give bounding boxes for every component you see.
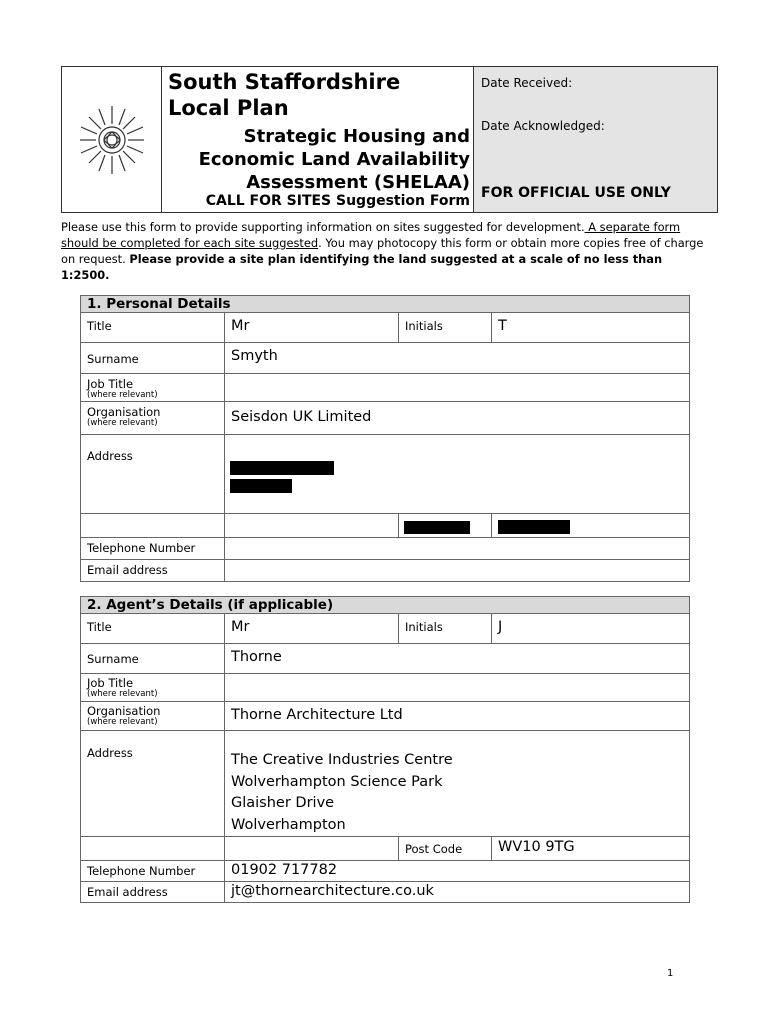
agent-surname-label: Surname xyxy=(81,644,225,674)
agent-title-field[interactable]: Mr xyxy=(225,614,399,644)
surname-field[interactable]: Smyth xyxy=(225,343,690,374)
organisation-text: Organisation xyxy=(87,405,161,419)
intro-text-2: . You may photocopy this form or obtain more copies free of charge on request. xyxy=(61,236,704,266)
intro-underlined: A separate form should be completed for each site suggested xyxy=(61,220,681,250)
job-title-field[interactable] xyxy=(225,374,690,402)
organisation-label xyxy=(81,402,225,435)
plan-title xyxy=(168,69,400,121)
agent-details-table xyxy=(80,596,690,903)
date-received-label: Date Received: xyxy=(481,76,573,90)
agent-initials-label: Initials xyxy=(399,614,492,644)
organisation-field[interactable]: Seisdon UK Limited xyxy=(225,402,690,435)
intro-paragraph xyxy=(61,219,711,283)
agent-job-title-label xyxy=(81,674,225,702)
agent-surname-field[interactable]: Thorne xyxy=(225,644,690,674)
agent-job-title-text: Job Title xyxy=(87,676,134,690)
address-spacer-2 xyxy=(225,514,399,538)
agent-title-label: Title xyxy=(81,614,225,644)
agent-address-line-3: Glaisher Drive xyxy=(231,795,335,811)
redacted-address-line-1 xyxy=(230,461,334,475)
plan-title-line2: Local Plan xyxy=(168,96,289,120)
redacted-postcode xyxy=(498,520,570,534)
title-cell xyxy=(162,67,474,212)
agent-address-lines xyxy=(231,750,683,836)
agent-organisation-note: (where relevant) xyxy=(87,717,158,727)
agent-initials-field[interactable]: J xyxy=(492,614,690,644)
agent-telephone-field[interactable]: 01902 717782 xyxy=(225,861,690,882)
agent-job-title-field[interactable] xyxy=(225,674,690,702)
redacted-address-line-2 xyxy=(230,479,292,493)
email-label: Email address xyxy=(81,560,225,582)
agent-email-label: Email address xyxy=(81,882,225,903)
organisation-note: (where relevant) xyxy=(87,418,158,428)
intro-bold: Please provide a site plan identifying the land suggested at a scale of no less than 1:2500. xyxy=(61,252,663,282)
telephone-field[interactable] xyxy=(225,538,690,560)
agent-telephone-label: Telephone Number xyxy=(81,861,225,882)
assessment-title xyxy=(199,125,470,194)
agent-email-field[interactable]: jt@thornearchitecture.co.uk xyxy=(225,882,690,903)
surname-label: Surname xyxy=(81,343,225,374)
telephone-label: Telephone Number xyxy=(81,538,225,560)
personal-details-heading: 1. Personal Details xyxy=(81,296,690,313)
official-use-label: FOR OFFICIAL USE ONLY xyxy=(481,185,671,201)
initials-field[interactable]: T xyxy=(492,313,690,343)
form-header xyxy=(61,66,718,213)
subtitle-line2: Economic Land Availability xyxy=(198,149,470,170)
agent-address-field[interactable] xyxy=(225,731,690,837)
agent-job-title-note: (where relevant) xyxy=(87,689,158,699)
agent-address-line-2: Wolverhampton Science Park xyxy=(231,773,443,790)
address-spacer xyxy=(81,514,225,538)
agent-address-spacer-2 xyxy=(225,837,399,861)
agent-address-spacer xyxy=(81,837,225,861)
form-name: CALL FOR SITES Suggestion Form xyxy=(205,193,470,209)
personal-details-table xyxy=(80,295,690,582)
date-acknowledged-label: Date Acknowledged: xyxy=(481,119,605,133)
job-title-label xyxy=(81,374,225,402)
agent-address-line-1: The Creative Industries Centre xyxy=(231,752,453,768)
intro-text-1: Please use this form to provide supporting information on sites suggested for development. xyxy=(61,220,585,234)
plan-title-line1: South Staffordshire xyxy=(168,70,401,94)
agent-organisation-text: Organisation xyxy=(87,704,161,718)
agent-address-label: Address xyxy=(81,731,225,837)
initials-label: Initials xyxy=(399,313,492,343)
agent-organisation-field[interactable]: Thorne Architecture Ltd xyxy=(225,702,690,731)
page-number: 1 xyxy=(667,968,674,979)
subtitle-line3: Assessment (SHELAA) xyxy=(246,172,470,193)
title-label: Title xyxy=(81,313,225,343)
redacted-postcode-label xyxy=(404,521,470,534)
agent-address-line-4: Wolverhampton xyxy=(231,816,346,833)
agent-postcode-label: Post Code xyxy=(399,837,492,861)
council-emblem-icon xyxy=(77,100,147,180)
title-field[interactable]: Mr xyxy=(225,313,399,343)
address-label: Address xyxy=(81,435,225,514)
job-title-note: (where relevant) xyxy=(87,390,158,400)
agent-details-heading: 2. Agent’s Details (if applicable) xyxy=(81,597,690,614)
logo-cell xyxy=(62,67,162,212)
subtitle-line1: Strategic Housing and xyxy=(243,126,470,147)
email-field[interactable] xyxy=(225,560,690,582)
official-use-cell xyxy=(474,67,717,212)
agent-organisation-label xyxy=(81,702,225,731)
job-title-text: Job Title xyxy=(87,377,134,391)
agent-postcode-field[interactable]: WV10 9TG xyxy=(492,837,690,861)
